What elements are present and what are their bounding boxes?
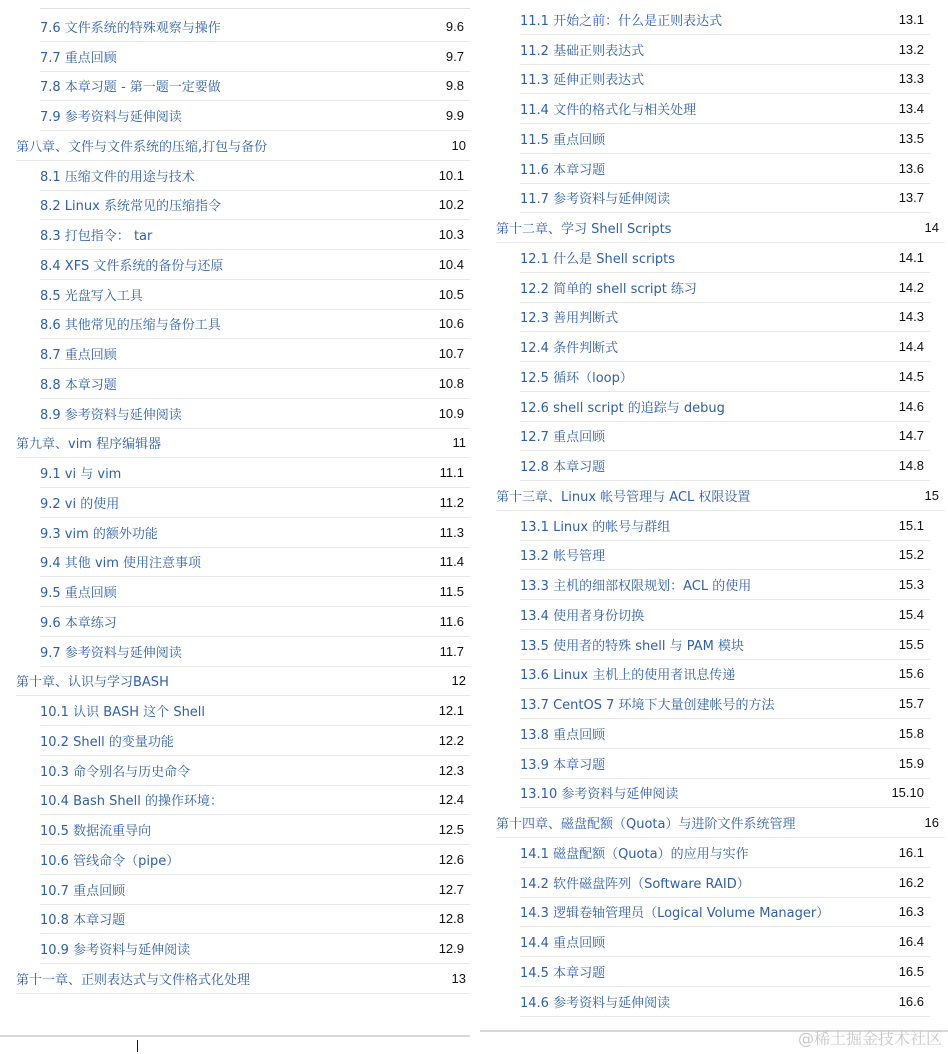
toc-page-number: 9.9 xyxy=(445,108,464,124)
toc-entry-link[interactable]: 12.3 善用判断式 xyxy=(520,311,619,327)
toc-entry-link[interactable]: 13.7 CentOS 7 环境下大量创建帐号的方法 xyxy=(520,698,775,714)
toc-entry-row[interactable] xyxy=(520,184,930,214)
toc-page-number: 10 xyxy=(451,137,466,153)
toc-entry-link[interactable]: 9.5 重点回顾 xyxy=(40,586,117,602)
toc-entry-link[interactable]: 13.8 重点回顾 xyxy=(520,727,606,743)
toc-page-number: 10.1 xyxy=(438,167,464,183)
toc-page-number: 12.6 xyxy=(438,851,464,867)
toc-page-number: 12.8 xyxy=(438,911,464,927)
toc-page-number: 14.1 xyxy=(898,249,924,265)
toc-entry-row[interactable] xyxy=(520,719,930,749)
toc-page-number: 14.5 xyxy=(898,368,924,384)
toc-page-number: 16.3 xyxy=(898,904,924,920)
toc-page-number: 13.1 xyxy=(898,11,924,27)
toc-page-number: 12.3 xyxy=(438,762,464,778)
divider xyxy=(0,1035,470,1037)
toc-entry-row[interactable] xyxy=(520,35,930,65)
toc-entry-row[interactable] xyxy=(520,630,930,660)
toc-entry-row[interactable] xyxy=(520,303,930,333)
toc-entry-link[interactable]: 11.2 基础正则表达式 xyxy=(520,43,645,59)
toc-chapter-link[interactable]: 第十二章、学习 Shell Scripts xyxy=(496,222,672,238)
toc-entry-link[interactable]: 14.4 重点回顾 xyxy=(520,936,606,952)
toc-chapter-row[interactable] xyxy=(16,667,472,697)
toc-page-number: 11.4 xyxy=(439,554,464,570)
toc-entry-row[interactable] xyxy=(40,250,470,280)
toc-entry-link[interactable]: 14.3 逻辑卷轴管理员（Logical Volume Manager） xyxy=(520,906,830,922)
toc-entry-row[interactable] xyxy=(40,726,470,756)
toc-entry-row[interactable] xyxy=(40,905,470,935)
watermark: @稀土掘金技术社区 xyxy=(797,1029,942,1048)
toc-entry-row[interactable] xyxy=(520,362,930,392)
toc-chapter-row[interactable] xyxy=(16,429,472,459)
toc-entry-row[interactable] xyxy=(40,548,470,578)
toc-entry-row[interactable] xyxy=(40,72,470,102)
toc-page-number: 11.7 xyxy=(439,643,464,659)
toc-entry-link[interactable]: 13.3 主机的细部权限规划：ACL 的使用 xyxy=(520,579,752,595)
toc-page-number: 16.4 xyxy=(898,934,924,950)
toc-entry-row[interactable] xyxy=(40,191,470,221)
toc-entry-row[interactable] xyxy=(520,838,930,868)
toc-chapter-link[interactable]: 第十三章、Linux 帐号管理与 ACL 权限设置 xyxy=(496,489,751,505)
toc-page-number: 15.2 xyxy=(898,547,924,563)
toc-entry-link[interactable]: 7.9 参考资料与延伸阅读 xyxy=(40,110,182,126)
toc-page-number: 15.1 xyxy=(898,517,924,533)
toc-entry-link[interactable]: 8.7 重点回顾 xyxy=(40,348,117,364)
toc-entry-row[interactable] xyxy=(520,868,930,898)
toc-entry-link[interactable]: 7.7 重点回顾 xyxy=(40,50,117,66)
toc-page-number: 10.9 xyxy=(438,405,464,421)
toc-page-number: 13.3 xyxy=(898,71,924,87)
toc-entry-link[interactable]: 9.1 vi 与 vim xyxy=(40,467,122,483)
toc-entry-link[interactable]: 14.6 参考资料与延伸阅读 xyxy=(520,995,671,1011)
toc-entry-link[interactable]: 11.5 重点回顾 xyxy=(520,132,606,148)
toc-chapter-link[interactable]: 第八章、文件与文件系统的压缩,打包与备份 xyxy=(16,139,268,155)
toc-page-number: 13.6 xyxy=(898,160,924,176)
toc-entry-link[interactable]: 11.3 延伸正则表达式 xyxy=(520,73,645,89)
divider xyxy=(40,8,470,9)
toc-entry-row[interactable] xyxy=(520,154,930,184)
toc-entry-link[interactable]: 8.4 XFS 文件系统的备份与还原 xyxy=(40,258,224,274)
toc-page-number: 14.7 xyxy=(898,428,924,444)
toc-entry-link[interactable]: 11.1 开始之前：什么是正则表达式 xyxy=(520,13,723,29)
toc-page-number: 10.8 xyxy=(438,375,464,391)
toc-page-number: 14.3 xyxy=(898,309,924,325)
toc-page-number: 11 xyxy=(452,435,466,451)
toc-page-number: 15.10 xyxy=(891,785,924,801)
toc-chapter-row[interactable] xyxy=(496,481,945,511)
text-cursor xyxy=(137,1040,138,1052)
toc-entry-row[interactable] xyxy=(40,637,470,667)
toc-page-number: 15.9 xyxy=(898,755,924,771)
toc-chapter-row[interactable] xyxy=(16,131,472,161)
toc-page-number: 11.2 xyxy=(439,494,464,510)
toc-entry-row[interactable] xyxy=(520,511,930,541)
toc-chapter-row[interactable] xyxy=(16,964,472,994)
toc-page-number: 13.4 xyxy=(898,101,924,117)
toc-entry-link[interactable]: 12.4 条件判断式 xyxy=(520,341,619,357)
toc-entry-row[interactable] xyxy=(40,280,470,310)
toc-entry-link[interactable]: 14.2 软件磁盘阵列（Software RAID） xyxy=(520,876,750,892)
toc-entry-row[interactable] xyxy=(40,815,470,845)
toc-entry-link[interactable]: 11.4 文件的格式化与相关处理 xyxy=(520,103,697,119)
toc-right-column xyxy=(480,0,948,1012)
toc-entry-link[interactable]: 8.2 Linux 系统常见的压缩指令 xyxy=(40,199,221,215)
toc-entry-link[interactable]: 10.7 重点回顾 xyxy=(40,883,126,899)
toc-entry-row[interactable] xyxy=(40,518,470,548)
toc-entry-row[interactable] xyxy=(520,124,930,154)
toc-entry-link[interactable]: 10.1 认识 BASH 这个 Shell xyxy=(40,705,206,721)
toc-entry-row[interactable] xyxy=(520,541,930,571)
toc-page-number: 16.2 xyxy=(898,874,924,890)
toc-page-number: 11.6 xyxy=(439,613,464,629)
toc-page-number: 16.5 xyxy=(898,963,924,979)
toc-list-right xyxy=(480,5,948,1017)
toc-entry-row[interactable] xyxy=(40,696,470,726)
toc-entry-row[interactable] xyxy=(40,399,470,429)
toc-entry-link[interactable]: 9.3 vim 的额外功能 xyxy=(40,526,158,542)
toc-page-number: 11.3 xyxy=(439,524,464,540)
toc-page-number: 12.9 xyxy=(438,941,464,957)
toc-left-column xyxy=(0,0,472,988)
toc-entry-link[interactable]: 7.6 文件系统的特殊观察与操作 xyxy=(40,20,221,36)
toc-entry-link[interactable]: 12.7 重点回顾 xyxy=(520,430,606,446)
toc-page-number: 11.5 xyxy=(439,584,464,600)
toc-entry-row[interactable] xyxy=(520,898,930,928)
toc-entry-row[interactable] xyxy=(520,927,930,957)
toc-entry-link[interactable]: 12.2 简单的 shell script 练习 xyxy=(520,281,697,297)
toc-entry-row[interactable] xyxy=(40,488,470,518)
toc-entry-row[interactable] xyxy=(520,243,930,273)
toc-entry-link[interactable]: 11.7 参考资料与延伸阅读 xyxy=(520,192,671,208)
column-gap xyxy=(470,0,480,1054)
toc-chapter-link[interactable]: 第十章、认识与学习BASH xyxy=(16,675,169,691)
toc-entry-row[interactable] xyxy=(520,570,930,600)
toc-entry-row[interactable] xyxy=(520,422,930,452)
toc-entry-row[interactable] xyxy=(40,310,470,340)
toc-entry-row[interactable] xyxy=(520,660,930,690)
toc-page-number: 12.4 xyxy=(438,792,464,808)
toc-page-number: 14.6 xyxy=(898,398,924,414)
toc-entry-link[interactable]: 9.2 vi 的使用 xyxy=(40,496,120,512)
toc-entry-link[interactable]: 8.3 打包指令： tar xyxy=(40,229,153,245)
toc-page-number: 9.8 xyxy=(445,78,464,94)
toc-entry-row[interactable] xyxy=(40,845,470,875)
toc-page-number: 14 xyxy=(924,220,939,236)
toc-entry-row[interactable] xyxy=(520,392,930,422)
toc-entry-link[interactable]: 13.5 使用者的特殊 shell 与 PAM 模块 xyxy=(520,638,744,654)
toc-page-number: 13 xyxy=(451,970,466,986)
toc-entry-link[interactable]: 8.6 其他常见的压缩与备份工具 xyxy=(40,318,221,334)
toc-page-number: 13.2 xyxy=(898,41,924,57)
toc-entry-row[interactable] xyxy=(520,273,930,303)
toc-chapter-link[interactable]: 第九章、vim 程序编辑器 xyxy=(16,437,162,453)
toc-entry-link[interactable]: 9.7 参考资料与延伸阅读 xyxy=(40,645,182,661)
toc-entry-row[interactable] xyxy=(40,101,470,131)
toc-entry-row[interactable] xyxy=(520,65,930,95)
toc-page-number: 10.2 xyxy=(438,197,464,213)
toc-entry-row[interactable] xyxy=(520,749,930,779)
toc-entry-link[interactable]: 12.6 shell script 的追踪与 debug xyxy=(520,400,725,416)
toc-entry-row[interactable] xyxy=(520,957,930,987)
toc-entry-link[interactable]: 12.5 循环（loop） xyxy=(520,370,633,386)
toc-entry-row[interactable] xyxy=(520,689,930,719)
toc-chapter-link[interactable]: 第十四章、磁盘配额（Quota）与进阶文件系统管理 xyxy=(496,817,796,833)
toc-entry-link[interactable]: 10.6 管线命令（pipe） xyxy=(40,853,180,869)
toc-entry-link[interactable]: 9.4 其他 vim 使用注意事项 xyxy=(40,556,202,572)
toc-page-number: 15.7 xyxy=(898,696,924,712)
toc-entry-link[interactable]: 12.1 什么是 Shell scripts xyxy=(520,251,676,267)
toc-entry-row[interactable] xyxy=(520,451,930,481)
toc-page-number: 14.8 xyxy=(898,458,924,474)
toc-page-number: 16 xyxy=(924,815,939,831)
toc-chapter-row[interactable] xyxy=(496,213,945,243)
toc-entry-link[interactable]: 8.5 光盘写入工具 xyxy=(40,288,143,304)
toc-entry-row[interactable] xyxy=(40,339,470,369)
toc-page-number: 10.7 xyxy=(438,346,464,362)
toc-page-number: 13.7 xyxy=(898,190,924,206)
toc-entry-row[interactable] xyxy=(40,42,470,72)
toc-page-number: 10.5 xyxy=(438,286,464,302)
toc-entry-link[interactable]: 13.6 Linux 主机上的使用者讯息传递 xyxy=(520,668,736,684)
toc-entry-link[interactable]: 14.1 磁盘配额（Quota）的应用与实作 xyxy=(520,846,749,862)
toc-page-number: 15.5 xyxy=(898,636,924,652)
toc-entry-row[interactable] xyxy=(40,607,470,637)
toc-entry-link[interactable]: 14.5 本章习题 xyxy=(520,965,606,981)
toc-page-number: 12.2 xyxy=(438,732,464,748)
toc-page-number: 14.4 xyxy=(898,339,924,355)
toc-page-number: 15.3 xyxy=(898,577,924,593)
toc-entry-row[interactable] xyxy=(520,94,930,124)
toc-entry-link[interactable]: 10.8 本章习题 xyxy=(40,913,126,929)
toc-entry-link[interactable]: 9.6 本章练习 xyxy=(40,615,117,631)
toc-entry-link[interactable]: 10.9 参考资料与延伸阅读 xyxy=(40,943,191,959)
toc-entry-row[interactable] xyxy=(40,577,470,607)
toc-page-number: 16.1 xyxy=(898,844,924,860)
toc-entry-row[interactable] xyxy=(40,12,470,42)
toc-page-number: 13.5 xyxy=(898,130,924,146)
toc-chapter-row[interactable] xyxy=(496,808,945,838)
toc-page-number: 11.1 xyxy=(439,465,464,481)
toc-entry-link[interactable]: 12.8 本章习题 xyxy=(520,460,606,476)
toc-entry-link[interactable]: 8.1 压缩文件的用途与技术 xyxy=(40,169,195,185)
toc-entry-link[interactable]: 10.5 数据流重导向 xyxy=(40,824,152,840)
toc-page-number: 12.7 xyxy=(438,881,464,897)
toc-entry-link[interactable]: 7.8 本章习题 - 第一题一定要做 xyxy=(40,80,221,96)
toc-entry-row[interactable] xyxy=(520,779,930,809)
toc-page-number: 16.6 xyxy=(898,993,924,1009)
toc-entry-link[interactable]: 13.9 本章习题 xyxy=(520,757,606,773)
toc-page-number: 15.8 xyxy=(898,725,924,741)
toc-entry-link[interactable]: 13.2 帐号管理 xyxy=(520,549,606,565)
toc-entry-row[interactable] xyxy=(40,161,470,191)
toc-page-number: 10.3 xyxy=(438,227,464,243)
toc-page-number: 9.6 xyxy=(445,18,464,34)
toc-entry-row[interactable] xyxy=(520,987,930,1017)
toc-entry-row[interactable] xyxy=(520,5,930,35)
toc-entry-link[interactable]: 10.2 Shell 的变量功能 xyxy=(40,734,174,750)
toc-page-number: 12.1 xyxy=(438,703,464,719)
toc-chapter-link[interactable]: 第十一章、正则表达式与文件格式化处理 xyxy=(16,972,251,988)
toc-entry-row[interactable] xyxy=(40,756,470,786)
toc-page-number: 10.4 xyxy=(438,256,464,272)
toc-entry-link[interactable]: 8.9 参考资料与延伸阅读 xyxy=(40,407,182,423)
toc-entry-row[interactable] xyxy=(40,934,470,964)
toc-entry-row[interactable] xyxy=(40,220,470,250)
toc-entry-row[interactable] xyxy=(40,786,470,816)
toc-page-number: 15.4 xyxy=(898,606,924,622)
toc-entry-row[interactable] xyxy=(40,875,470,905)
toc-entry-link[interactable]: 13.4 使用者身份切换 xyxy=(520,608,645,624)
toc-entry-link[interactable]: 13.1 Linux 的帐号与群组 xyxy=(520,519,671,535)
toc-page-number: 12.5 xyxy=(438,822,464,838)
toc-entry-link[interactable]: 10.4 Bash Shell 的操作环境： xyxy=(40,794,223,810)
toc-entry-row[interactable] xyxy=(40,458,470,488)
toc-page-number: 15.6 xyxy=(898,666,924,682)
toc-entry-row[interactable] xyxy=(520,332,930,362)
toc-entry-row[interactable] xyxy=(40,369,470,399)
toc-page-number: 9.7 xyxy=(445,48,464,64)
toc-entry-link[interactable]: 13.10 参考资料与延伸阅读 xyxy=(520,787,679,803)
toc-entry-link[interactable]: 8.8 本章习题 xyxy=(40,377,117,393)
toc-page-number: 14.2 xyxy=(898,279,924,295)
toc-page-number: 12 xyxy=(451,673,466,689)
toc-entry-link[interactable]: 11.6 本章习题 xyxy=(520,162,606,178)
toc-entry-row[interactable] xyxy=(520,600,930,630)
toc-page-number: 15 xyxy=(924,487,939,503)
toc-entry-link[interactable]: 10.3 命令别名与历史命令 xyxy=(40,764,191,780)
toc-page-number: 10.6 xyxy=(438,316,464,332)
toc-list-left xyxy=(0,12,472,994)
